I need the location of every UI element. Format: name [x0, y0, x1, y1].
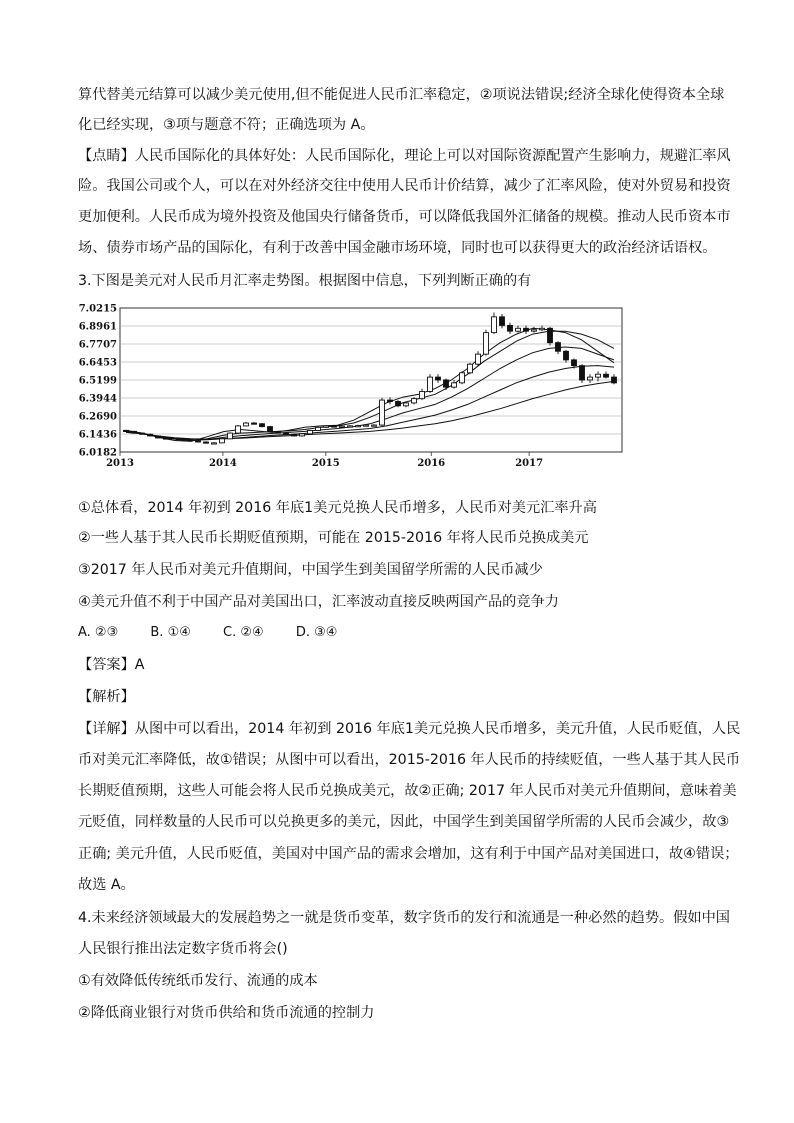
candle-body — [612, 377, 617, 383]
candle-body — [444, 380, 449, 387]
q3-choices — [78, 623, 365, 643]
chart-svg — [74, 300, 626, 472]
y-tick-label: 7.0215 — [78, 303, 117, 315]
candle-body — [316, 427, 321, 430]
candle-body — [580, 366, 585, 380]
candle-body — [572, 360, 577, 366]
candle-body — [564, 351, 569, 360]
candle-body — [148, 434, 153, 436]
candle-body — [156, 436, 161, 438]
candle-body — [380, 400, 385, 425]
moving-average-line — [126, 347, 614, 440]
candle-body — [292, 435, 297, 436]
candle-body — [532, 330, 537, 331]
candle-body — [324, 426, 329, 427]
candle-body — [332, 426, 337, 427]
point-line-2: 险。我国公司或个人，可以在对外经济交往中使用人民币计价结算，减少了汇率风险，使对外贸易和投资 — [78, 178, 731, 194]
candle-body — [196, 441, 201, 442]
candle-body — [556, 343, 561, 352]
y-axis-ticks — [79, 304, 117, 459]
x-tick-label: 2015 — [311, 458, 340, 469]
y-tick-label: 6.0182 — [78, 447, 117, 459]
point-line-1: 【点睛】人民币国际化的具体好处：人民币国际化，理论上可以对国际资源配置产生影响力，规避汇率风 — [78, 148, 731, 164]
q4-stem-2: 人民银行推出法定数字货币将会() — [78, 941, 288, 957]
candle-body — [596, 374, 601, 377]
candle-body — [284, 433, 289, 434]
y-tick-label: 6.2690 — [78, 411, 117, 423]
candle-body — [124, 430, 129, 431]
exchange-rate-chart — [74, 300, 626, 472]
candle-body — [516, 328, 521, 331]
candle-body — [268, 427, 273, 432]
y-tick-label: 6.6453 — [78, 357, 117, 369]
q4-statement-1: ①有效降低传统纸币发行、流通的成本 — [78, 973, 318, 989]
x-tick-label: 2017 — [515, 458, 544, 469]
x-tick-label: 2016 — [417, 458, 446, 469]
candle-body — [540, 328, 545, 329]
x-tick-label: 2013 — [106, 458, 134, 469]
candle-body — [404, 403, 409, 406]
candle-body — [348, 426, 353, 427]
candle-body — [476, 354, 481, 364]
q3-statement-2: ②一些人基于其人民币长期贬值预期，可能在 2015-2016 年将人民币兑换成美元 — [78, 530, 589, 546]
candle-body — [260, 424, 265, 427]
choice-d[interactable]: D. ③④ — [295, 625, 338, 640]
candle-body — [372, 425, 377, 426]
y-tick-label: 6.7707 — [78, 339, 117, 351]
candle-body — [220, 439, 225, 443]
candle-body — [420, 391, 425, 398]
candle-body — [412, 399, 417, 403]
candle-body — [236, 426, 241, 433]
q3-answer: 【答案】A — [78, 657, 145, 673]
choice-c[interactable]: C. ②④ — [223, 625, 264, 640]
candle-body — [588, 377, 593, 380]
q3-detail-5: 正确; 美元升值，人民币贬值，美国对中国产品的需求会增加，这有利于中国产品对美国进口，故④错误； — [78, 846, 739, 862]
q3-detail-3: 长期贬值预期，这些人可能会将人民币兑换成美元，故②正确; 2017 年人民币对美元升值期间，意味着美 — [78, 783, 737, 799]
candle-body — [452, 383, 457, 387]
intro-line-1: 算代替美元结算可以减少美元使用,但不能促进人民币汇率稳定，②项说法错误;经济全球化使得资本全球 — [78, 87, 725, 103]
x-axis-ticks — [106, 452, 543, 469]
y-tick-label: 6.8961 — [78, 321, 117, 333]
moving-average-line — [126, 328, 614, 441]
candle-body — [188, 440, 193, 441]
candle-body — [524, 328, 529, 331]
q3-statement-3: ③2017 年人民币对美元升值期间，中国学生到美国留学所需的人民币减少 — [78, 562, 543, 578]
candle-body — [364, 425, 369, 426]
choice-a[interactable]: A. ②③ — [78, 625, 119, 640]
candle-body — [356, 426, 361, 427]
candle-body — [388, 400, 393, 401]
candle-body — [468, 364, 473, 373]
candle-body — [396, 402, 401, 406]
candle-body — [228, 433, 233, 439]
candle-body — [212, 443, 217, 444]
q3-analysis-title: 【解析】 — [78, 689, 135, 705]
q3-stem: 3.下图是美元对人民币月汇率走势图。根据图中信息，下列判断正确的有 — [78, 273, 532, 289]
candle-body — [508, 325, 513, 331]
intro-line-2: 化已经实现，③项与题意不符；正确选项为 A。 — [78, 117, 375, 133]
candle-body — [180, 439, 185, 440]
q3-detail-1: 【详解】从图中可以看出，2014 年初到 2016 年底1美元兑换人民币增多，美元升值，人民币贬值，人民 — [78, 721, 741, 737]
candle-body — [548, 328, 553, 342]
candle-body — [300, 434, 305, 436]
candle-body — [204, 442, 209, 443]
point-line-3: 更加便利。人民币成为境外投资及他国央行储备货币，可以降低我国外汇储备的规模。推动人民币资本市 — [78, 209, 731, 225]
candle-body — [436, 377, 441, 380]
candle-body — [492, 317, 497, 333]
y-tick-label: 6.3944 — [78, 393, 117, 405]
candle-body — [244, 423, 249, 426]
q3-detail-2: 币对美元汇率降低，故①错误；从图中可以看出，2015-2016 年人民币的持续贬值，一些人基于其人民币 — [78, 752, 741, 768]
q4-statement-2: ②降低商业银行对货币供给和货币流通的控制力 — [78, 1005, 375, 1021]
q3-statement-4: ④美元升值不利于中国产品对美国出口，汇率波动直接反映两国产品的竞争力 — [78, 594, 559, 610]
y-tick-label: 6.5199 — [78, 375, 117, 387]
moving-average-lines — [126, 328, 614, 441]
candle-body — [428, 377, 433, 391]
q4-stem-1: 4.未来经济领域最大的发展趋势之一就是货币变革，数字货币的发行和流通是一种必然的趋势。假如中国 — [78, 910, 730, 926]
candle-body — [460, 373, 465, 383]
y-tick-label: 6.1436 — [78, 429, 117, 441]
point-line-4: 场、债券市场产品的国际化，有利于改善中国金融市场环境，同时也可以获得更大的政治经济话语权。 — [78, 240, 717, 256]
candle-body — [252, 423, 257, 424]
candle-body — [484, 333, 489, 355]
choice-b[interactable]: B. ①④ — [150, 625, 191, 640]
q3-detail-4: 元贬值，同样数量的人民币可以兑换更多的美元，因此，中国学生到美国留学所需的人民币会减少，故③ — [78, 814, 730, 830]
candle-body — [604, 374, 609, 377]
candle-body — [500, 317, 505, 326]
candle-body — [340, 426, 345, 427]
candle-body — [140, 433, 145, 434]
candle-body — [132, 431, 137, 433]
candle-body — [164, 438, 169, 439]
q3-statement-1: ①总体看，2014 年初到 2016 年底1美元兑换人民币增多，人民币对美元汇率升高 — [78, 500, 597, 516]
moving-average-line — [126, 381, 614, 439]
x-tick-label: 2014 — [208, 458, 237, 469]
candle-body — [172, 439, 177, 440]
candle-body — [308, 430, 313, 433]
q3-detail-6: 故选 A。 — [78, 877, 135, 893]
candle-body — [276, 432, 281, 433]
moving-average-line — [126, 366, 614, 440]
